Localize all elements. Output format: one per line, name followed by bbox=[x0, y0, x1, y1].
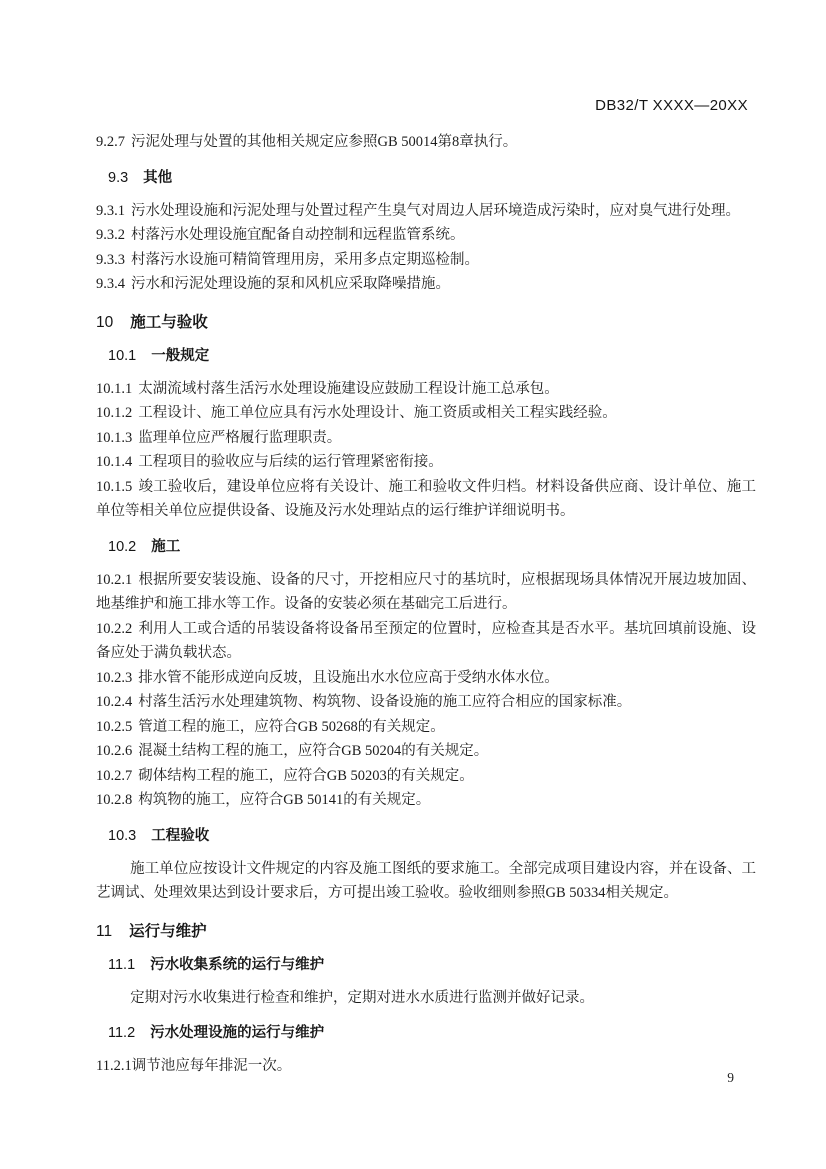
section-number: 10.1 bbox=[108, 347, 137, 364]
clause-text: 竣工验收后，建设单位应将有关设计、施工和验收文件归档。材料设备供应商、设计单位、施工单位等相关单位应提供设备、设施及污水处理站点的运行维护详细说明书。 bbox=[96, 478, 756, 519]
clause-text: 太湖流域村落生活污水处理设施建设应鼓励工程设计施工总承包。 bbox=[138, 380, 559, 397]
standard-number-header: DB32/T XXXX—20XX bbox=[595, 97, 748, 114]
section-title: 施工 bbox=[151, 538, 181, 555]
clause-number: 9.2.7 bbox=[96, 134, 125, 150]
section-title: 污水收集系统的运行与维护 bbox=[150, 956, 325, 973]
clause-number: 10.1.1 bbox=[96, 380, 133, 397]
section-heading-9-3 bbox=[108, 168, 756, 188]
clause-text: 构筑物的施工，应符合GB 50141的有关规定。 bbox=[138, 792, 431, 808]
clause-text: 污水和污泥处理设施的泵和风机应采取降噪措施。 bbox=[131, 276, 450, 292]
chapter-heading-10 bbox=[96, 312, 756, 333]
section-heading-10-3 bbox=[108, 826, 756, 846]
clause-text: 污泥处理与处置的其他相关规定应参照GB 50014第8章执行。 bbox=[131, 134, 518, 150]
clause-number: 9.3.3 bbox=[96, 251, 125, 268]
clause-number: 9.3.2 bbox=[96, 227, 125, 243]
page-number: 9 bbox=[727, 1070, 734, 1085]
clause-number: 10.2.8 bbox=[96, 792, 133, 808]
clause-number: 9.3.1 bbox=[96, 202, 125, 219]
clause-number: 10.2.5 bbox=[96, 718, 133, 735]
clause-10-1-2 bbox=[96, 401, 756, 426]
clause-text: 利用人工或合适的吊装设备将设备吊至预定的位置时，应检查其是否水平。基坑回填前设施、设备应处于满负载状态。 bbox=[96, 620, 756, 661]
chapter-number: 11 bbox=[96, 922, 113, 940]
clause-text: 排水管不能形成逆向反坡，且设施出水水位应高于受纳水体水位。 bbox=[138, 669, 559, 686]
section-title: 工程验收 bbox=[151, 827, 210, 844]
clause-text: 工程设计、施工单位应具有污水处理设计、施工资质或相关工程实践经验。 bbox=[138, 405, 617, 421]
section-title: 其他 bbox=[143, 169, 173, 186]
clause-number: 10.2.3 bbox=[96, 669, 133, 686]
clause-text: 村落污水设施可精简管理用房，采用多点定期巡检制。 bbox=[131, 251, 479, 268]
section-heading-10-1 bbox=[108, 346, 756, 366]
clause-9-3-4 bbox=[96, 272, 756, 297]
clause-10-2-6 bbox=[96, 739, 756, 764]
section-number: 10.3 bbox=[108, 827, 137, 844]
paragraph-11-1: 定期对污水收集进行检查和维护，定期对进水水质进行监测并做好记录。 bbox=[130, 989, 595, 1006]
clause-11-2-1 bbox=[96, 1054, 756, 1079]
clause-text: 污水处理设施和污泥处理与处置过程产生臭气对周边人居环境造成污染时，应对臭气进行处理。 bbox=[131, 202, 740, 219]
clause-number: 10.2.7 bbox=[96, 767, 133, 784]
paragraph-10-3: 施工单位应按设计文件规定的内容及施工图纸的要求施工。全部完成项目建设内容，并在设备、工艺调试、处理效果达到设计要求后，方可提出竣工验收。验收细则参照GB 50334相关规定。 bbox=[96, 860, 756, 901]
section-title: 一般规定 bbox=[151, 347, 210, 364]
chapter-heading-11 bbox=[96, 921, 756, 942]
clause-10-2-4 bbox=[96, 690, 756, 715]
clause-number: 10.2.1 bbox=[96, 571, 133, 588]
clause-9-2-7 bbox=[96, 130, 756, 155]
clause-9-3-1 bbox=[96, 199, 756, 224]
document-content bbox=[96, 98, 756, 1079]
clause-10-2-8 bbox=[96, 788, 756, 813]
clause-9-3-2 bbox=[96, 223, 756, 248]
clause-number: 10.2.6 bbox=[96, 743, 133, 759]
section-number: 9.3 bbox=[108, 169, 129, 186]
clause-number: 10.1.3 bbox=[96, 429, 133, 446]
clause-text: 调节池应每年排泥一次。 bbox=[131, 1058, 292, 1074]
chapter-title: 施工与验收 bbox=[130, 313, 208, 331]
clause-9-3-3 bbox=[96, 248, 756, 273]
clause-number: 10.1.2 bbox=[96, 405, 133, 421]
section-number: 10.2 bbox=[108, 538, 137, 555]
clause-10-2-7 bbox=[96, 764, 756, 789]
clause-text: 监理单位应严格履行监理职责。 bbox=[138, 429, 342, 446]
clause-number: 10.1.4 bbox=[96, 454, 133, 470]
clause-10-2-5 bbox=[96, 715, 756, 740]
clause-10-2-1 bbox=[96, 568, 756, 617]
section-heading-10-2 bbox=[108, 537, 756, 557]
clause-10-1-4 bbox=[96, 450, 756, 475]
clause-number: 11.2.1 bbox=[96, 1058, 132, 1074]
clause-text: 工程项目的验收应与后续的运行管理紧密衔接。 bbox=[138, 454, 443, 470]
section-number: 11.2 bbox=[108, 1025, 136, 1041]
section-heading-11-2 bbox=[108, 1023, 756, 1043]
chapter-title: 运行与维护 bbox=[129, 922, 207, 940]
clause-text: 砌体结构工程的施工，应符合GB 50203的有关规定。 bbox=[138, 767, 474, 784]
clause-10-1-3 bbox=[96, 426, 756, 451]
clause-number: 9.3.4 bbox=[96, 276, 125, 292]
clause-text: 管道工程的施工，应符合GB 50268的有关规定。 bbox=[138, 718, 445, 735]
clause-text: 村落生活污水处理建筑物、构筑物、设备设施的施工应符合相应的国家标准。 bbox=[138, 694, 632, 710]
chapter-number: 10 bbox=[96, 313, 114, 331]
clause-10-2-3 bbox=[96, 666, 756, 691]
clause-text: 村落污水处理设施宜配备自动控制和远程监管系统。 bbox=[131, 227, 465, 243]
section-title: 污水处理设施的运行与维护 bbox=[150, 1025, 325, 1041]
clause-number: 10.2.4 bbox=[96, 694, 133, 710]
clause-10-2-2 bbox=[96, 617, 756, 666]
clause-10-1-5 bbox=[96, 475, 756, 524]
section-number: 11.1 bbox=[108, 956, 136, 973]
clause-text: 混凝土结构工程的施工，应符合GB 50204的有关规定。 bbox=[138, 743, 489, 759]
clause-text: 根据所要安装设施、设备的尺寸，开挖相应尺寸的基坑时，应根据现场具体情况开展边坡加固、地基维护和施工排水等工作。设备的安装必须在基础完工后进行。 bbox=[96, 571, 756, 612]
section-heading-11-1 bbox=[108, 955, 756, 975]
clause-number: 10.2.2 bbox=[96, 620, 133, 637]
clause-number: 10.1.5 bbox=[96, 478, 133, 495]
clause-10-1-1 bbox=[96, 377, 756, 402]
